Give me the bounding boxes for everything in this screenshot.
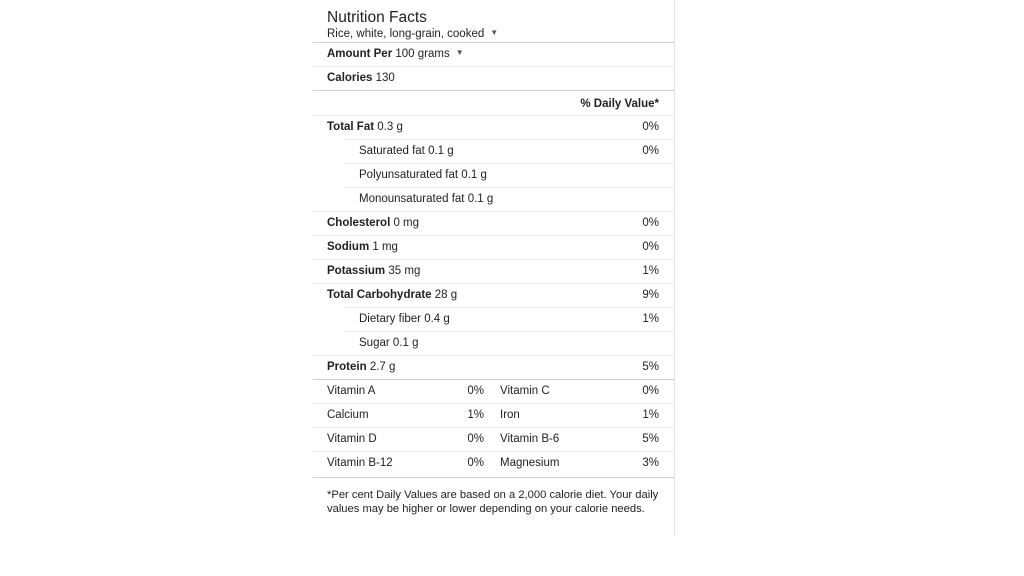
nutrient-label: Cholesterol bbox=[327, 217, 391, 229]
calories-value: 130 bbox=[375, 72, 395, 84]
nutrient-pct: 1% bbox=[642, 313, 659, 325]
nutrient-row-cholesterol bbox=[313, 211, 674, 235]
nutrient-amount: 0.4 g bbox=[424, 313, 450, 325]
vitamin-right-label: Iron bbox=[500, 409, 520, 421]
nutrition-facts-panel bbox=[313, 0, 675, 536]
vitamin-row bbox=[313, 379, 674, 403]
vitamin-row bbox=[313, 451, 674, 475]
daily-value-footnote: *Per cent Daily Values are based on a 2,000 calorie diet. Your daily values may be higher or lower depending on your calorie needs. bbox=[327, 489, 659, 515]
nutrient-pct: 5% bbox=[642, 361, 659, 373]
nutrient-amount: 0.1 g bbox=[428, 145, 454, 157]
nutrient-row-potassium bbox=[313, 259, 674, 283]
panel-title: Nutrition Facts bbox=[327, 9, 427, 26]
nutrient-label: Total Carbohydrate bbox=[327, 289, 432, 301]
nutrient-pct: 1% bbox=[642, 265, 659, 277]
food-dropdown-value: Rice, white, long-grain, cooked bbox=[327, 28, 485, 40]
nutrient-row-protein bbox=[313, 355, 674, 379]
vitamin-left-label: Vitamin B-12 bbox=[327, 457, 393, 469]
nutrient-label: Saturated fat bbox=[359, 145, 425, 157]
nutrient-label: Protein bbox=[327, 361, 367, 373]
vitamin-right-label: Magnesium bbox=[500, 457, 560, 469]
nutrient-row-monounsaturated-fat bbox=[345, 187, 674, 211]
nutrient-amount: 0.1 g bbox=[467, 193, 494, 205]
nutrient-label: Sodium bbox=[327, 241, 370, 253]
vitamin-left-label: Vitamin D bbox=[327, 433, 377, 445]
nutrient-amount: 1 mg bbox=[372, 241, 398, 253]
amount-per-row bbox=[313, 42, 674, 66]
nutrient-label: Total Fat bbox=[327, 121, 375, 133]
nutrient-pct: 0% bbox=[642, 145, 659, 157]
nutrient-row-dietary-fiber bbox=[345, 307, 674, 331]
nutrient-pct: 0% bbox=[642, 217, 659, 229]
vitamin-row bbox=[313, 427, 674, 451]
vitamin-right-pct: 5% bbox=[642, 433, 659, 445]
nutrient-row-total-carbohydrate bbox=[313, 283, 674, 307]
vitamin-right-pct: 3% bbox=[642, 457, 659, 469]
vitamin-left-pct: 1% bbox=[467, 409, 484, 421]
vitamin-left-pct: 0% bbox=[467, 457, 484, 469]
nutrient-row-sugar bbox=[345, 331, 674, 355]
amount-per-label: Amount Per bbox=[327, 48, 393, 60]
nutrient-label: Polyunsaturated fat bbox=[359, 169, 459, 181]
daily-value-header-row bbox=[313, 90, 674, 116]
nutrient-amount: 0.3 g bbox=[377, 121, 403, 133]
nutrient-pct: 0% bbox=[642, 241, 659, 253]
vitamin-right-pct: 0% bbox=[642, 385, 659, 397]
calories-row bbox=[313, 66, 674, 90]
nutrient-label: Sugar bbox=[359, 337, 390, 349]
vitamin-right-pct: 1% bbox=[642, 409, 659, 421]
footnote-divider bbox=[313, 477, 674, 478]
vitamin-left-pct: 0% bbox=[467, 385, 484, 397]
vitamin-right-label: Vitamin C bbox=[500, 385, 550, 397]
nutrient-row-polyunsaturated-fat bbox=[345, 163, 674, 187]
nutrient-row-sodium bbox=[313, 235, 674, 259]
calories-label: Calories bbox=[327, 72, 373, 84]
nutrient-amount: 28 g bbox=[434, 289, 458, 301]
nutrient-pct: 9% bbox=[642, 289, 659, 301]
nutrient-label: Dietary fiber bbox=[359, 313, 421, 325]
vitamin-row bbox=[313, 403, 674, 427]
serving-dropdown[interactable] bbox=[395, 48, 463, 60]
vitamin-left-label: Calcium bbox=[327, 409, 369, 421]
vitamin-left-label: Vitamin A bbox=[327, 385, 376, 397]
nutrient-label: Monounsaturated fat bbox=[359, 193, 465, 205]
nutrient-row-saturated-fat bbox=[345, 139, 674, 163]
nutrient-amount: 2.7 g bbox=[369, 361, 396, 373]
daily-value-header: % Daily Value* bbox=[580, 98, 659, 110]
nutrient-pct: 0% bbox=[642, 121, 659, 133]
nutrient-amount: 0.1 g bbox=[461, 169, 487, 181]
vitamin-right-label: Vitamin B-6 bbox=[500, 433, 560, 445]
nutrient-amount: 35 mg bbox=[388, 265, 421, 277]
nutrient-amount: 0.1 g bbox=[392, 337, 419, 349]
chevron-down-icon: ▼ bbox=[490, 28, 499, 37]
nutrient-amount: 0 mg bbox=[393, 217, 420, 229]
serving-dropdown-value: 100 grams bbox=[395, 48, 450, 60]
nutrient-label: Potassium bbox=[327, 265, 386, 277]
vitamin-left-pct: 0% bbox=[467, 433, 484, 445]
food-dropdown[interactable] bbox=[327, 28, 498, 40]
chevron-down-icon: ▼ bbox=[455, 48, 464, 57]
nutrient-row-total-fat bbox=[313, 115, 674, 139]
